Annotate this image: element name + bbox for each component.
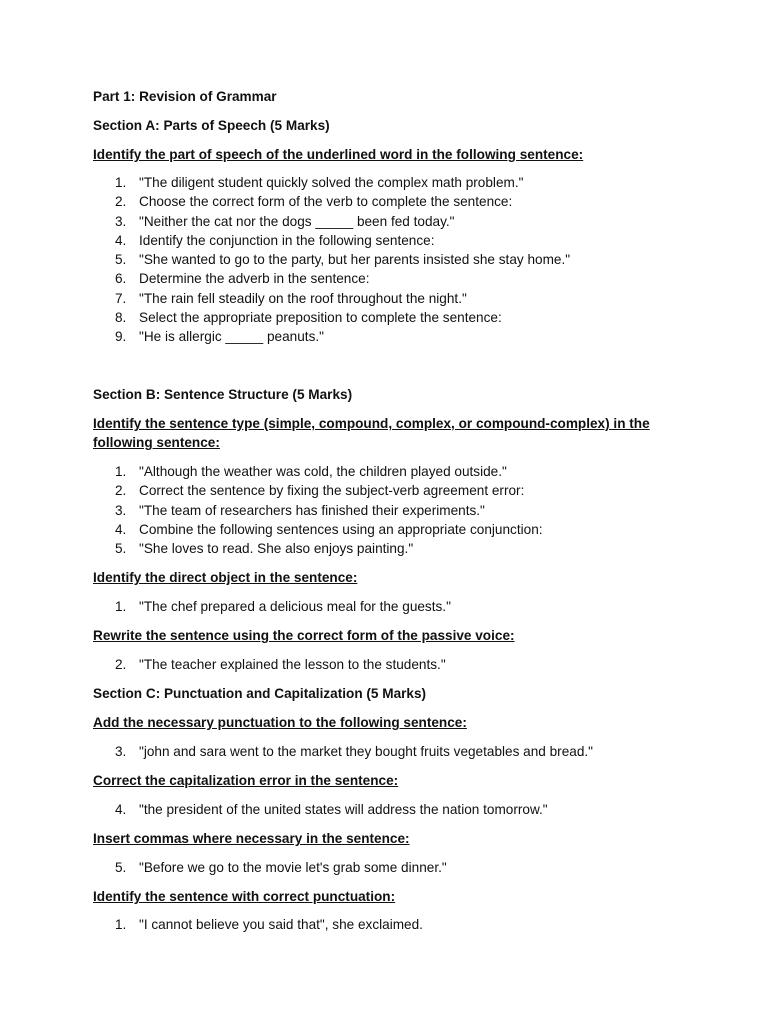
punctuation-list (93, 742, 593, 761)
list-item: 2. Correct the sentence by fixing the subject-verb agreement error: (115, 483, 525, 499)
list-item: 3. "Neither the cat nor the dogs _____ been fed today." (115, 213, 455, 229)
list-item: 1. "Although the weather was cold, the children played outside." (115, 464, 507, 479)
direct-object-instruction: Identify the direct object in the sentence: (93, 570, 358, 585)
list-item: 5. "She wanted to go to the party, but her parents insisted she stay home." (115, 252, 571, 268)
list-item: 5. "Before we go to the movie let's grab some dinner." (115, 860, 447, 875)
section-a-instruction: Identify the part of speech of the underlined word in the following sentence: (93, 147, 584, 162)
section-b-instruction: Identify the sentence type (simple, compound, complex, or compound-complex) in the following sentence: (93, 416, 650, 450)
list-item: 4. "the president of the united states will address the nation tomorrow." (115, 802, 548, 817)
list-item: 2. "The teacher explained the lesson to the students." (115, 657, 446, 672)
section-a-title: Section A: Parts of Speech (5 Marks) (93, 118, 330, 133)
correct-punctuation-list (93, 915, 423, 934)
list-item: 1. "I cannot believe you said that", she exclaimed. (115, 917, 423, 932)
list-item: 7. "The rain fell steadily on the roof throughout the night." (115, 290, 467, 306)
correct-punctuation-instruction: Identify the sentence with correct punctuation: (93, 889, 396, 904)
section-c-title: Section C: Punctuation and Capitalization (5 Marks) (93, 686, 427, 701)
section-b-list (93, 462, 543, 558)
list-item: 5. "She loves to read. She also enjoys painting." (115, 541, 414, 557)
list-item: 1. "The chef prepared a delicious meal for the guests." (115, 599, 451, 614)
list-item: 3. "john and sara went to the market they bought fruits vegetables and bread." (115, 744, 593, 759)
section-b-title: Section B: Sentence Structure (5 Marks) (93, 387, 353, 402)
list-item: 4. Combine the following sentences using an appropriate conjunction: (115, 521, 543, 537)
list-item: 9. "He is allergic _____ peanuts." (115, 329, 324, 345)
list-item: 1. "The diligent student quickly solved the complex math problem." (115, 175, 524, 190)
part-title: Part 1: Revision of Grammar (93, 89, 277, 104)
direct-object-list (93, 597, 451, 616)
commas-instruction: Insert commas where necessary in the sentence: (93, 831, 410, 846)
punctuation-instruction: Add the necessary punctuation to the following sentence: (93, 715, 467, 730)
section-a-list (93, 173, 570, 347)
list-item: 3. "The team of researchers has finished their experiments." (115, 502, 485, 518)
list-item: 8. Select the appropriate preposition to complete the sentence: (115, 310, 502, 326)
list-item: 4. Identify the conjunction in the following sentence: (115, 232, 435, 248)
capitalization-instruction: Correct the capitalization error in the sentence: (93, 773, 399, 788)
list-item: 6. Determine the adverb in the sentence: (115, 271, 370, 287)
list-item: 2. Choose the correct form of the verb to complete the sentence: (115, 194, 513, 210)
passive-voice-list (93, 655, 446, 674)
commas-list (93, 858, 447, 877)
passive-voice-instruction: Rewrite the sentence using the correct form of the passive voice: (93, 628, 515, 643)
capitalization-list (93, 800, 548, 819)
